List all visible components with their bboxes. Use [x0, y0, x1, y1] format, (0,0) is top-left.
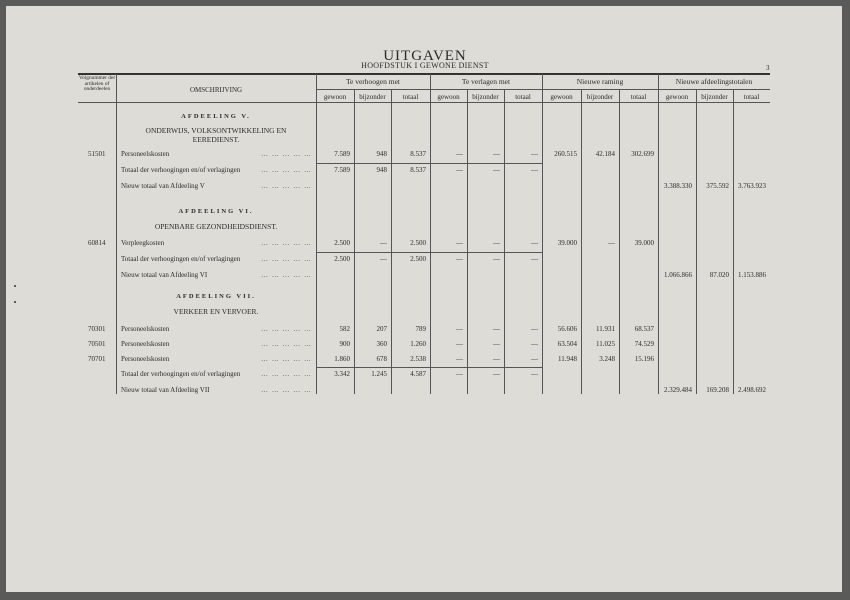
leader-dots: … … … … …: [261, 386, 312, 394]
leader-dots: … … … … …: [261, 255, 312, 263]
cell-value: 3.342: [334, 370, 350, 378]
leader-dots: … … … … …: [261, 325, 312, 333]
group-header-afdeelingstotalen: Nieuwe afdeelingstotalen: [675, 77, 753, 86]
cell-value: 68.537: [634, 325, 654, 333]
cell-value: 3.763.923: [738, 182, 766, 190]
cell-value: —: [456, 370, 463, 378]
cell-value: 4.587: [410, 370, 426, 378]
cell-value: 1.066.866: [664, 271, 692, 279]
cell-value: 87.020: [709, 271, 729, 279]
cell-value: —: [531, 355, 538, 363]
cell-value: —: [493, 150, 500, 158]
cell-value: —: [531, 325, 538, 333]
subcolumn-header: bijzonder: [359, 93, 386, 101]
cell-value: —: [493, 340, 500, 348]
cell-value: —: [456, 325, 463, 333]
cell-value: 8.537: [410, 150, 426, 158]
leader-dots: … … … … …: [261, 271, 312, 279]
cell-value: —: [456, 239, 463, 247]
cell-value: 360: [376, 340, 387, 348]
cell-value: —: [380, 239, 387, 247]
subcolumn-header: totaal: [743, 93, 760, 101]
cell-value: 582: [339, 325, 350, 333]
cell-value: 56.606: [557, 325, 577, 333]
cell-value: 900: [339, 340, 350, 348]
cell-value: 1.153.886: [738, 271, 766, 279]
cell-value: 3.248: [599, 355, 615, 363]
leader-dots: … … … … …: [261, 370, 312, 378]
cell-value: —: [456, 255, 463, 263]
cell-value: —: [456, 355, 463, 363]
row-description: Verpleegkosten: [121, 239, 165, 247]
cell-value: 169.208: [706, 386, 729, 394]
cell-value: 15.196: [634, 355, 654, 363]
cell-value: 678: [376, 355, 387, 363]
cell-value: —: [531, 150, 538, 158]
cell-value: 2.329.484: [664, 386, 692, 394]
page-title: UITGAVEN: [383, 48, 467, 64]
cell-value: —: [493, 370, 500, 378]
cell-value: 2.538: [410, 355, 426, 363]
cell-value: 8.537: [410, 166, 426, 174]
leader-dots: … … … … …: [261, 340, 312, 348]
section-heading: AFDEELING VI.: [178, 208, 254, 215]
column-header-volgnummer: Volgnummer der artikelen of onderdeelen: [78, 75, 116, 92]
cell-value: 2.498.692: [738, 386, 766, 394]
section-title: ONDERWIJS, VOLKSONTWIKKELING EN EEREDIENST.: [145, 126, 287, 144]
subtotal-rule: [316, 163, 542, 164]
cell-value: —: [456, 340, 463, 348]
group-header-verlagen: Te verlagen met: [461, 77, 511, 86]
cell-value: 1.860: [334, 355, 350, 363]
column-header-omschrijving: OMSCHRIJVING: [189, 86, 243, 94]
cell-value: —: [493, 255, 500, 263]
article-number: 70701: [88, 355, 106, 363]
page-subtitle: HOOFDSTUK I GEWONE DIENST: [361, 61, 489, 70]
subcolumn-header: gewoon: [437, 93, 460, 101]
article-number: 51501: [88, 150, 106, 158]
cell-value: —: [456, 150, 463, 158]
cell-value: 7.589: [334, 166, 350, 174]
row-description: Personeelskosten: [121, 340, 170, 348]
group-header-verhoogen: Te verhoogen met: [345, 77, 401, 86]
leader-dots: … … … … …: [261, 182, 312, 190]
row-description: Totaal der verhoogingen en/of verlagingen: [121, 166, 241, 174]
row-description: Personeelskosten: [121, 150, 170, 158]
row-description: Personeelskosten: [121, 355, 170, 363]
column-divider: [116, 74, 117, 394]
cell-value: 2.500: [410, 255, 426, 263]
cell-value: 207: [376, 325, 387, 333]
cell-value: 7.589: [334, 150, 350, 158]
subcolumn-header: gewoon: [323, 93, 347, 101]
cell-value: —: [531, 239, 538, 247]
cell-value: 2.500: [334, 239, 350, 247]
cell-value: 11.025: [596, 340, 615, 348]
leader-dots: … … … … …: [261, 355, 312, 363]
row-description: Totaal der verhoogingen en/of verlagingen: [121, 255, 241, 263]
cell-value: 1.260: [410, 340, 426, 348]
binding-mark: [14, 301, 16, 303]
section-heading: AFDEELING VII.: [176, 293, 256, 300]
cell-value: 11.931: [596, 325, 615, 333]
cell-value: 948: [376, 150, 387, 158]
cell-value: 63.504: [557, 340, 577, 348]
article-number: 70501: [88, 340, 106, 348]
section-title: OPENBARE GEZONDHEIDSDIENST.: [154, 222, 278, 231]
leader-dots: … … … … …: [261, 150, 312, 158]
cell-value: 1.245: [371, 370, 387, 378]
cell-value: —: [493, 239, 500, 247]
row-description: Personeelskosten: [121, 325, 170, 333]
cell-value: —: [380, 255, 387, 263]
article-number: 70301: [88, 325, 106, 333]
row-description: Totaal der verhoogingen en/of verlagingen: [121, 370, 241, 378]
column-divider: [733, 89, 734, 394]
cell-value: 3.388.330: [664, 182, 692, 190]
subcolumn-header: bijzonder: [586, 93, 614, 101]
subcolumn-header: totaal: [402, 93, 419, 101]
cell-value: —: [531, 340, 538, 348]
cell-value: 39.000: [557, 239, 577, 247]
cell-value: —: [456, 166, 463, 174]
header-bottom-rule: [78, 102, 770, 103]
cell-value: —: [531, 255, 538, 263]
section-title: VERKEER EN VERVOER.: [173, 307, 259, 316]
cell-value: 74.529: [634, 340, 654, 348]
cell-value: 2.500: [334, 255, 350, 263]
cell-value: —: [493, 166, 500, 174]
column-divider: [696, 89, 697, 394]
cell-value: 302.699: [631, 150, 654, 158]
subcolumn-header: gewoon: [665, 93, 689, 101]
binding-mark: [14, 285, 16, 287]
cell-value: —: [531, 166, 538, 174]
cell-value: —: [493, 355, 500, 363]
top-rule: [78, 73, 770, 75]
cell-value: 375.592: [706, 182, 729, 190]
cell-value: 39.000: [634, 239, 654, 247]
cell-value: 948: [376, 166, 387, 174]
subcolumn-header: totaal: [515, 93, 531, 101]
subcolumn-header: gewoon: [550, 93, 573, 101]
subtotal-rule: [316, 252, 542, 253]
cell-value: 260.515: [554, 150, 577, 158]
page-number: 3: [766, 64, 770, 72]
section-heading: AFDEELING V.: [181, 113, 251, 120]
row-description: Nieuw totaal van Afdeeling V: [121, 182, 205, 190]
subtotal-rule: [316, 367, 542, 368]
leader-dots: … … … … …: [261, 239, 312, 247]
leader-dots: … … … … …: [261, 166, 312, 174]
subcolumn-header: bijzonder: [472, 93, 499, 101]
group-header-nieuwe-raming: Nieuwe raming: [576, 77, 624, 86]
column-divider: [658, 74, 659, 394]
cell-value: 789: [415, 325, 426, 333]
cell-value: —: [493, 325, 500, 333]
cell-value: —: [608, 239, 615, 247]
cell-value: 11.948: [558, 355, 577, 363]
row-description: Nieuw totaal van Afdeeling VI: [121, 271, 208, 279]
group-header-divider: [316, 89, 770, 90]
cell-value: 2.500: [410, 239, 426, 247]
article-number: 60814: [88, 239, 106, 247]
row-description: Nieuw totaal van Afdeeling VII: [121, 386, 210, 394]
cell-value: 42.184: [595, 150, 615, 158]
cell-value: —: [531, 370, 538, 378]
subcolumn-header: totaal: [630, 93, 647, 101]
subcolumn-header: bijzonder: [701, 93, 728, 101]
